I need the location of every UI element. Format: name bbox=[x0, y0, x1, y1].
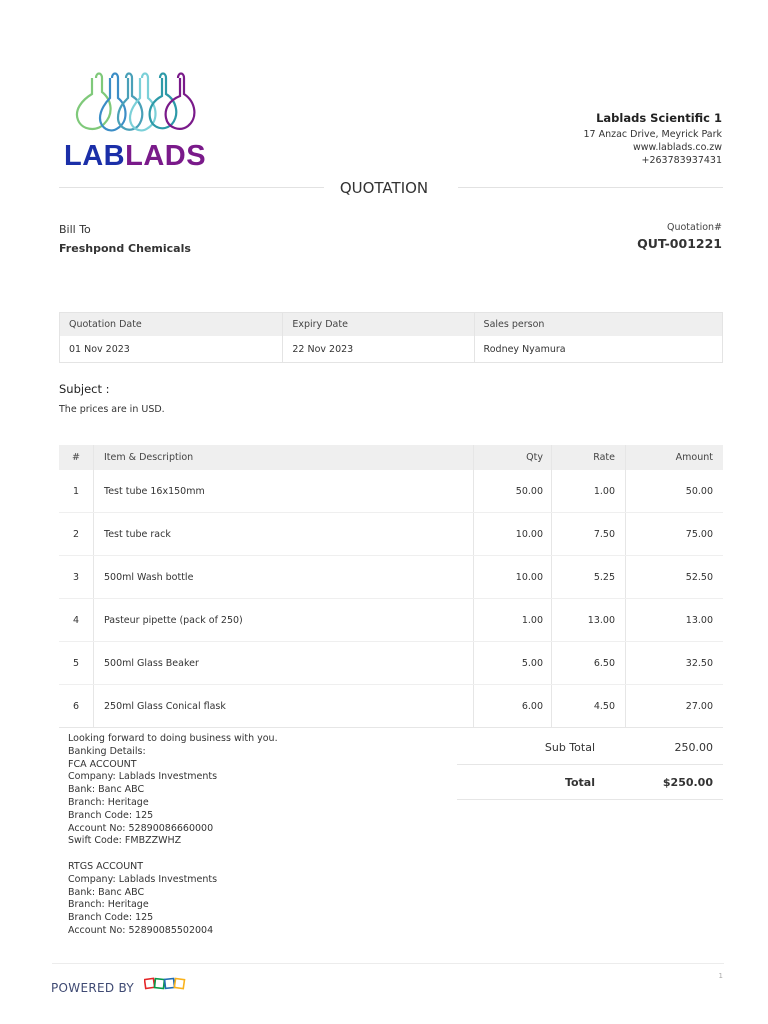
quotation-date-header: Quotation Date bbox=[60, 313, 283, 337]
notes-line: Branch Code: 125 bbox=[68, 809, 154, 821]
notes-line: Branch: Heritage bbox=[68, 899, 149, 911]
item-qty: 1.00 bbox=[474, 599, 552, 642]
document-title: QUOTATION bbox=[339, 179, 429, 197]
expiry-date-value: 22 Nov 2023 bbox=[283, 336, 474, 363]
notes-line: Branch: Heritage bbox=[68, 796, 149, 808]
company-phone: +263783937431 bbox=[641, 155, 722, 166]
subject-label: Subject : bbox=[59, 382, 110, 396]
item-amount: 50.00 bbox=[626, 470, 724, 513]
item-rate: 4.50 bbox=[552, 685, 626, 728]
total-row bbox=[457, 767, 723, 797]
item-qty: 10.00 bbox=[474, 513, 552, 556]
total-label: Total bbox=[564, 775, 595, 789]
notes-line: Banking Details: bbox=[68, 745, 146, 757]
notes-line: Account No: 52890086660000 bbox=[68, 822, 214, 834]
lablads-logo-text: LABLADS bbox=[64, 140, 207, 172]
expiry-date-header: Expiry Date bbox=[283, 313, 474, 337]
notes-line: FCA ACCOUNT bbox=[68, 758, 137, 770]
sales-person-value: Rodney Nyamura bbox=[474, 336, 722, 363]
company-website: www.lablads.co.zw bbox=[632, 142, 722, 153]
item-rate: 13.00 bbox=[552, 599, 626, 642]
item-number: 6 bbox=[59, 685, 94, 728]
subject-text: The prices are in USD. bbox=[59, 404, 165, 415]
item-number: 2 bbox=[59, 513, 94, 556]
item-description: 250ml Glass Conical flask bbox=[94, 685, 474, 728]
item-number: 4 bbox=[59, 599, 94, 642]
notes-line: Looking forward to doing business with you. bbox=[68, 733, 278, 744]
item-description: Test tube rack bbox=[94, 513, 474, 556]
items-table bbox=[59, 445, 723, 728]
item-rate: 6.50 bbox=[552, 642, 626, 685]
bill-to-label: Bill To bbox=[59, 223, 91, 236]
totals-block bbox=[457, 732, 723, 802]
notes-line: Swift Code: FMBZZWHZ bbox=[68, 835, 182, 847]
item-rate: 7.50 bbox=[552, 513, 626, 556]
quotation-meta-table bbox=[59, 312, 723, 363]
table-row bbox=[59, 642, 723, 685]
table-row bbox=[59, 513, 723, 556]
totals-divider bbox=[457, 799, 723, 800]
item-number: 1 bbox=[59, 470, 94, 513]
page-number: 1 bbox=[718, 972, 723, 980]
item-rate: 5.25 bbox=[552, 556, 626, 599]
col-description-header: Item & Description bbox=[94, 445, 474, 470]
col-number-header: # bbox=[59, 445, 94, 470]
item-rate: 1.00 bbox=[552, 470, 626, 513]
item-amount: 52.50 bbox=[626, 556, 724, 599]
bill-to-name: Freshpond Chemicals bbox=[59, 242, 191, 255]
footer-divider bbox=[52, 963, 724, 964]
quotation-number-label: Quotation# bbox=[666, 222, 722, 233]
notes-line: Bank: Banc ABC bbox=[68, 886, 145, 898]
item-amount: 32.50 bbox=[626, 642, 724, 685]
item-qty: 5.00 bbox=[474, 642, 552, 685]
subtotal-value: 250.00 bbox=[674, 740, 713, 754]
table-row bbox=[59, 470, 723, 513]
item-qty: 10.00 bbox=[474, 556, 552, 599]
subtotal-label: Sub Total bbox=[544, 740, 595, 754]
notes-line: Branch Code: 125 bbox=[68, 912, 154, 924]
company-info bbox=[583, 111, 722, 167]
items-header-row bbox=[59, 445, 723, 470]
notes-line: Bank: Banc ABC bbox=[68, 784, 145, 796]
company-name: Lablads Scientific 1 bbox=[596, 111, 722, 125]
table-row bbox=[59, 685, 723, 728]
powered-by-label: POWERED BY bbox=[51, 981, 135, 995]
notes-line: Company: Lablads Investments bbox=[68, 873, 218, 885]
item-description: 500ml Wash bottle bbox=[94, 556, 474, 599]
quotation-number: QUT-001221 bbox=[637, 236, 722, 251]
col-rate-header: Rate bbox=[552, 445, 626, 470]
item-amount: 27.00 bbox=[626, 685, 724, 728]
col-amount-header: Amount bbox=[626, 445, 724, 470]
notes-banking-details bbox=[68, 733, 278, 938]
item-amount: 75.00 bbox=[626, 513, 724, 556]
sales-person-header: Sales person bbox=[474, 313, 722, 337]
notes-spacer bbox=[68, 848, 278, 861]
zoho-logo-icon bbox=[144, 976, 188, 994]
item-qty: 6.00 bbox=[474, 685, 552, 728]
notes-line: RTGS ACCOUNT bbox=[68, 860, 144, 872]
total-value: $250.00 bbox=[662, 775, 713, 789]
item-number: 3 bbox=[59, 556, 94, 599]
notes-line: Account No: 52890085502004 bbox=[68, 924, 214, 936]
item-description: 500ml Glass Beaker bbox=[94, 642, 474, 685]
item-description: Test tube 16x150mm bbox=[94, 470, 474, 513]
totals-divider bbox=[457, 764, 723, 765]
item-qty: 50.00 bbox=[474, 470, 552, 513]
company-address: 17 Anzac Drive, Meyrick Park bbox=[583, 129, 722, 140]
item-amount: 13.00 bbox=[626, 599, 724, 642]
quotation-date-value: 01 Nov 2023 bbox=[60, 336, 283, 363]
col-qty-header: Qty bbox=[474, 445, 552, 470]
table-row bbox=[59, 599, 723, 642]
subtotal-row bbox=[457, 732, 723, 762]
item-description: Pasteur pipette (pack of 250) bbox=[94, 599, 474, 642]
notes-line: Company: Lablads Investments bbox=[68, 771, 218, 783]
table-row bbox=[59, 556, 723, 599]
item-number: 5 bbox=[59, 642, 94, 685]
